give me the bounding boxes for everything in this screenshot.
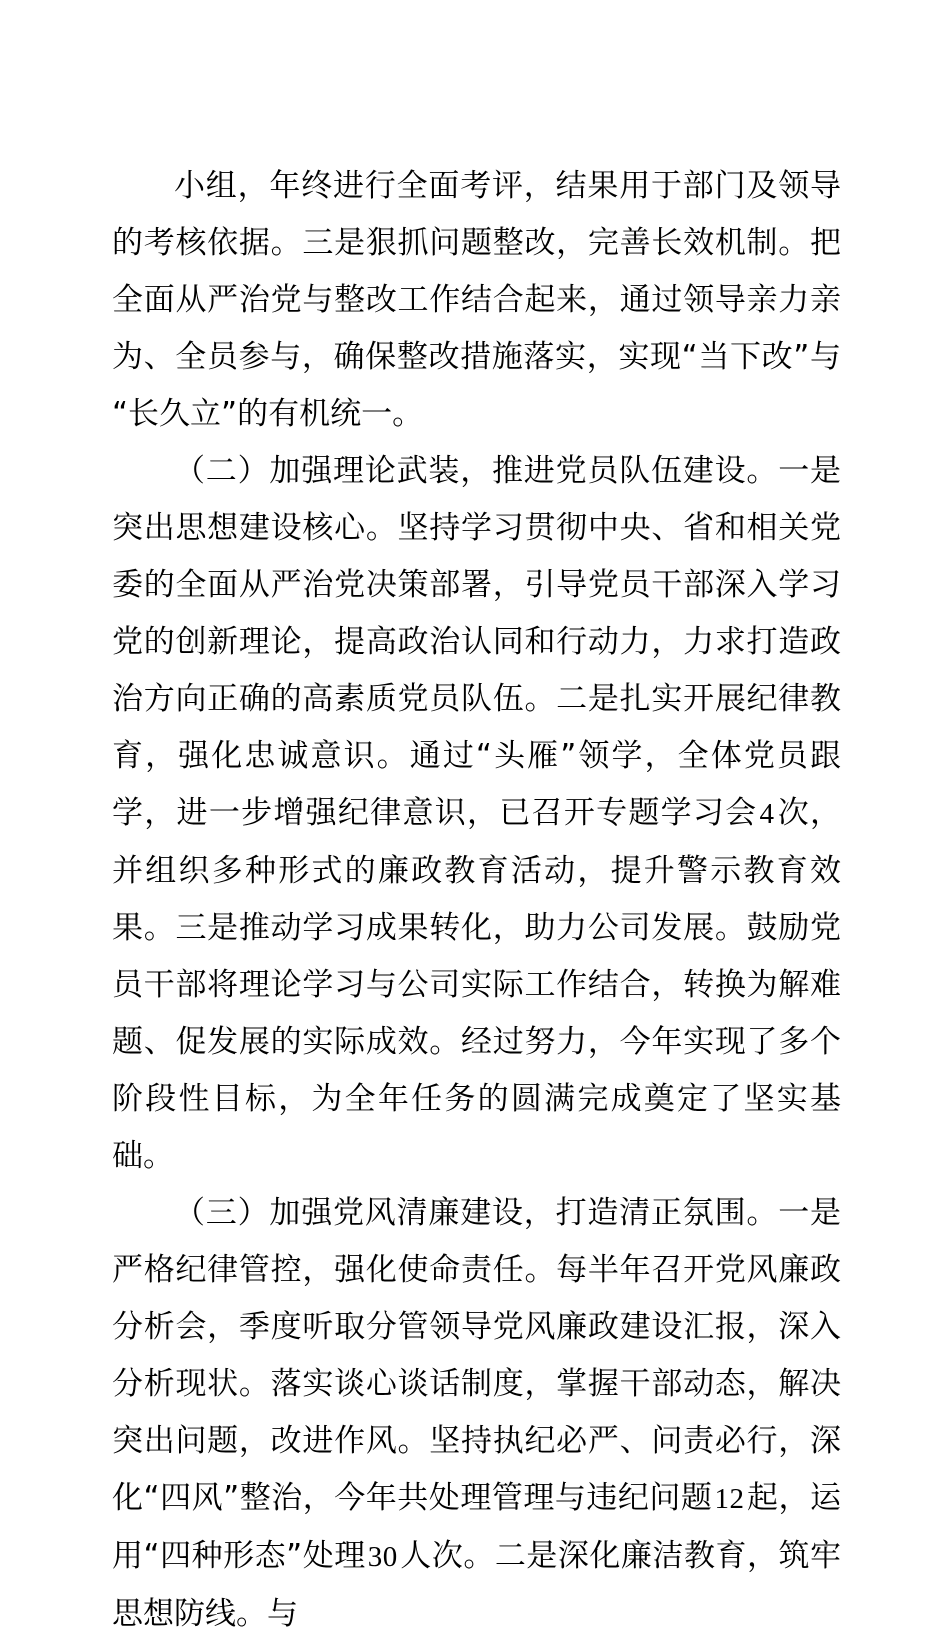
- inline-number: 12: [714, 1483, 745, 1515]
- paragraph-section-three: （三）加强党风清廉建设，打造清正氛围。一是严格纪律管控，强化使命责任。每半年召开党风廉政分析会，季度听取分管领导党风廉政建设汇报，深入分析现状。落实谈心谈话制度，掌握干部动态，解决突出问题，改进作风。坚持执纪必严、问责必行，深化“四风”整治，今年共处理管理与违纪问题12起，运用“四种形态”处理30人次。二是深化廉洁教育，筑牢思想防线。与: [112, 1195, 842, 1632]
- document-body: [112, 158, 841, 1643]
- inline-number: 4: [759, 798, 775, 830]
- inline-number: 30: [367, 1541, 398, 1573]
- paragraph-section-two: （二）加强理论武装，推进党员队伍建设。一是突出思想建设核心。坚持学习贯彻中央、省和相关党委的全面从严治党决策部署，引导党员干部深入学习党的创新理论，提高政治认同和行动力，力求打造政治方向正确的高素质党员队伍。二是扎实开展纪律教育，强化忠诚意识。通过“头雁”领学，全体党员跟学，进一步增强纪律意识，已召开专题学习会4次，并组织多种形式的廉政教育活动，提升警示教育效果。三是推动学习成果转化，助力公司发展。鼓励党员干部将理论学习与公司实际工作结合，转换为解难题、促发展的实际成效。经过努力，今年实现了多个阶段性目标，为全年任务的圆满完成奠定了坚实基础。: [112, 453, 841, 1174]
- paragraph-continued-section-one: 小组，年终进行全面考评，结果用于部门及领导的考核依据。三是狠抓问题整改，完善长效机制。把全面从严治党与整改工作结合起来，通过领导亲力亲为、全员参与，确保整改措施落实，实现“当下改”与“长久立”的有机统一。: [112, 168, 841, 432]
